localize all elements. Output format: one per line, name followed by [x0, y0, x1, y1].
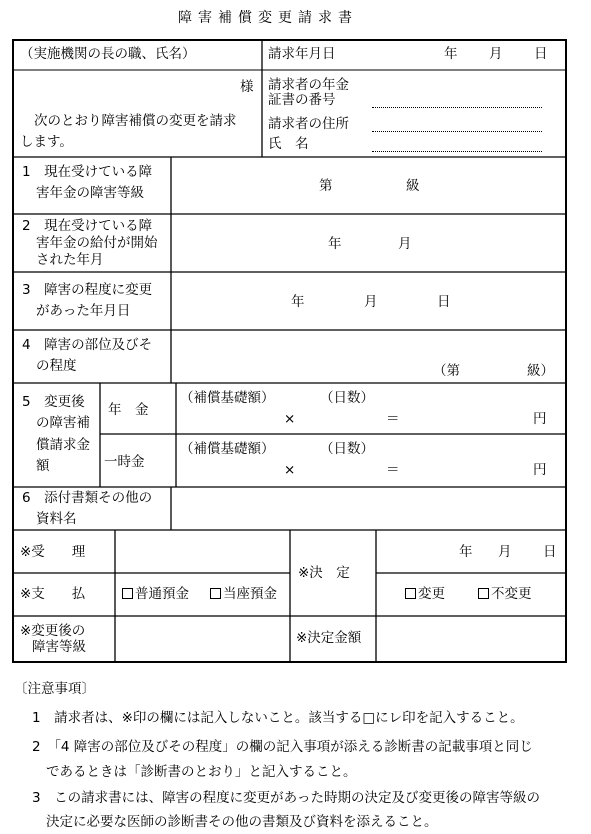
request-line-2: します。 — [20, 134, 73, 150]
request-line-1: 次のとおり障害補償の変更を請求 — [34, 113, 237, 129]
lump-yen: 円 — [533, 462, 547, 478]
row1-label-1: 1 現在受けている障 — [22, 164, 153, 180]
lump-times: × — [284, 462, 296, 478]
row3-label-2: があった年月日 — [36, 303, 131, 319]
receipt-month: 月 — [498, 544, 512, 560]
row1-kyu: 級 — [406, 178, 420, 194]
change-option[interactable] — [405, 587, 445, 603]
decided-amount-label: ※決定金額 — [296, 630, 362, 646]
receipt-label: ※受 理 — [20, 544, 86, 560]
pension-days-label: （日数） — [320, 390, 374, 406]
note-2b: であるときは「診断書のとおり」と記入すること。 — [46, 764, 357, 780]
date-year: 年 — [444, 46, 458, 62]
pension-number-label-2: 証書の番号 — [268, 92, 336, 108]
row5-label-2: の障害補 — [36, 415, 90, 431]
current-deposit-option[interactable] — [210, 587, 277, 603]
row3-day: 日 — [437, 294, 451, 310]
pension-times: × — [284, 411, 296, 427]
agency-label: （実施機関の長の職、氏名） — [20, 46, 196, 62]
ordinary-deposit-label: 普通預金 — [135, 586, 189, 602]
sama-label: 様 — [240, 79, 254, 95]
lump-days-label: （日数） — [320, 441, 374, 457]
decision-label: ※決 定 — [298, 565, 350, 581]
address-label: 請求者の住所 — [268, 116, 349, 132]
pension-yen: 円 — [533, 411, 547, 427]
row5-label-1: 5 変更後 — [22, 394, 85, 410]
row3-label-1: 3 障害の程度に変更 — [22, 282, 153, 298]
no-change-option[interactable] — [478, 587, 532, 603]
row4-kyu: 級） — [527, 363, 554, 379]
address-field[interactable] — [372, 131, 542, 132]
lump-sum-label: 一時金 — [104, 454, 145, 470]
pension-base-label: （補償基礎額） — [180, 390, 275, 406]
date-label: 請求年月日 — [268, 46, 336, 62]
row2-month: 月 — [398, 236, 412, 252]
row1-label-2: 害年金の障害等級 — [36, 185, 144, 201]
date-day: 日 — [534, 46, 548, 62]
notes-heading: 〔注意事項〕 — [14, 681, 95, 697]
lump-base-label: （補償基礎額） — [180, 441, 275, 457]
form-title: 障害補償変更請求書 — [178, 10, 358, 26]
row2-year: 年 — [328, 236, 342, 252]
payment-label: ※支 払 — [20, 586, 86, 602]
row1-dai: 第 — [319, 178, 333, 194]
row5-label-4: 額 — [36, 458, 50, 474]
lump-equals: ＝ — [386, 462, 400, 478]
current-deposit-label: 当座預金 — [223, 586, 277, 602]
ordinary-deposit-checkbox[interactable] — [122, 588, 133, 599]
row2-label-2: 害年金の給付が開始 — [36, 235, 158, 251]
row4-label-1: 4 障害の部位及びそ — [22, 337, 153, 353]
grade-after-label-2: 障害等級 — [32, 639, 86, 655]
date-month: 月 — [489, 46, 503, 62]
row6-label-1: 6 添付書類その他の — [22, 490, 153, 506]
row5-label-3: 償請求金 — [36, 437, 90, 453]
name-label: 氏 名 — [268, 136, 309, 152]
no-change-label: 不変更 — [491, 586, 532, 602]
change-label: 変更 — [418, 586, 445, 602]
pension-label: 年 金 — [108, 402, 149, 418]
current-deposit-checkbox[interactable] — [210, 588, 221, 599]
name-field[interactable] — [372, 151, 542, 152]
note-1: 1 請求者は、※印の欄には記入しないこと。該当する□にレ印を記入すること。 — [32, 710, 524, 726]
note-2a: 2 「4 障害の部位及びその程度」の欄の記入事項が添える診断書の記載事項と同じ — [32, 739, 533, 755]
note-3a: 3 この請求書には、障害の程度に変更があった時期の決定及び変更後の障害等級の — [32, 790, 540, 806]
pension-equals: ＝ — [386, 411, 400, 427]
row4-dai: （第 — [433, 363, 460, 379]
note-3b: 決定に必要な医師の診断書その他の書類及び資料を添えること。 — [46, 814, 438, 830]
receipt-day: 日 — [543, 544, 557, 560]
pension-number-label-1: 請求者の年金 — [268, 77, 349, 93]
receipt-year: 年 — [459, 544, 473, 560]
row3-month: 月 — [364, 294, 378, 310]
change-checkbox[interactable] — [405, 588, 416, 599]
row4-label-2: の程度 — [36, 358, 77, 374]
grade-after-label-1: ※変更後の — [20, 623, 86, 639]
row3-year: 年 — [291, 294, 305, 310]
pension-number-field[interactable] — [372, 107, 542, 108]
no-change-checkbox[interactable] — [478, 588, 489, 599]
row2-label-1: 2 現在受けている障 — [22, 218, 153, 234]
row2-label-3: された年月 — [36, 252, 104, 268]
row6-label-2: 資料名 — [36, 511, 77, 527]
ordinary-deposit-option[interactable] — [122, 587, 189, 603]
